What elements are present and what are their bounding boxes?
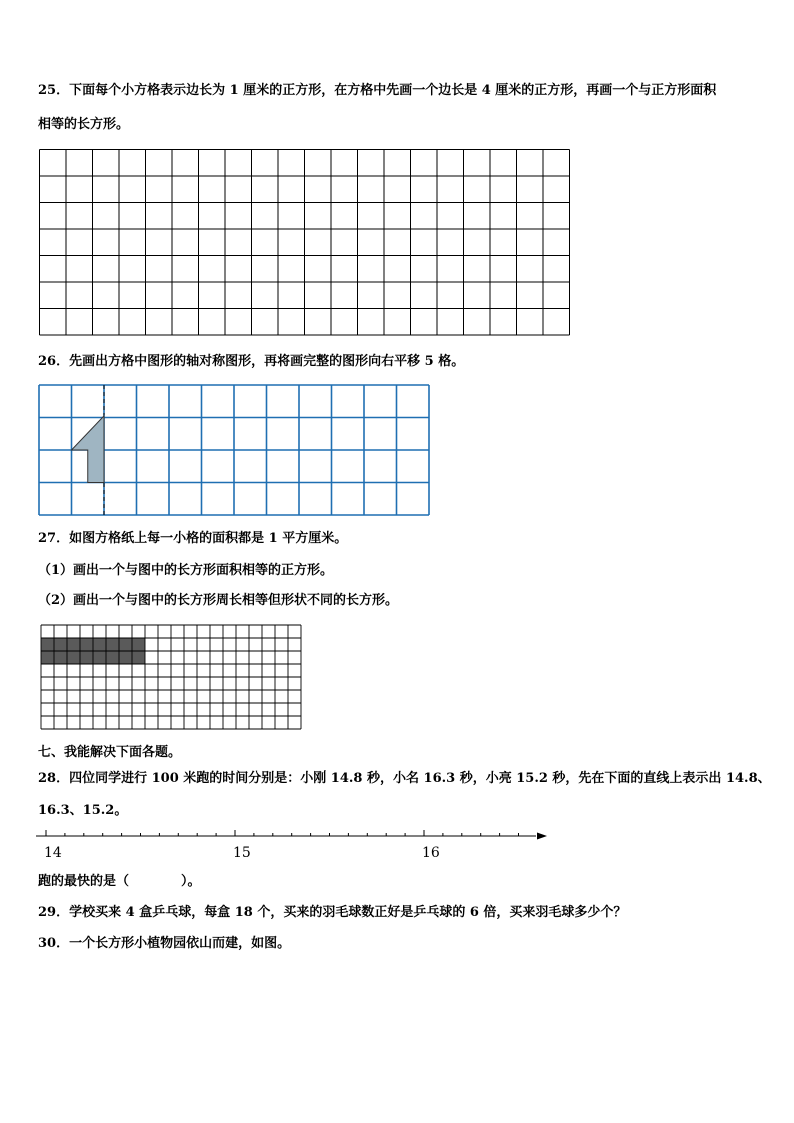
q28-answer-line: 跑的最快的是（ ）。 [38, 874, 201, 889]
half-figure-shape [72, 416, 105, 483]
q25-text-line1: 25．下面每个小方格表示边长为 1 厘米的正方形，在方格中先画一个边长是 4 厘米的正方形，再画一个与正方形面积 [38, 83, 717, 98]
q29-text: 29．学校买来 4 盒乒乓球，每盒 18 个，买来的羽毛球数正好是乒乓球的 6 倍，买来羽毛球多少个？ [38, 905, 627, 920]
number-line-label-14: 14 [44, 845, 62, 861]
section7-heading: 七、我能解决下面各题。 [38, 745, 182, 760]
q30-text: 30．一个长方形小植物园依山而建，如图。 [38, 936, 291, 951]
q25-square-grid [39, 149, 572, 336]
q27-square-grid [40, 623, 304, 733]
q28-text-line1: 28．四位同学进行 100 米跑的时间分别是：小刚 14.8 秒，小名 16.3 秒，小亮 15.2 秒，先在下面的直线上表示出 14.8、 [38, 771, 771, 786]
number-line-arrow [537, 833, 547, 840]
q27-text: 27．如图方格纸上每一小格的面积都是 1 平方厘米。 [38, 531, 348, 546]
q27-sub2: （2）画出一个与图中的长方形周长相等但形状不同的长方形。 [38, 593, 399, 608]
q27-sub1: （1）画出一个与图中的长方形面积相等的正方形。 [38, 563, 334, 578]
q28-number-line [36, 828, 548, 844]
q26-text: 26．先画出方格中图形的轴对称图形，再将画完整的图形向右平移 5 格。 [38, 354, 465, 369]
number-line-label-16: 16 [422, 845, 440, 861]
q25-text-line2: 相等的长方形。 [38, 117, 130, 132]
q26-symmetry-grid [38, 384, 432, 517]
number-line-label-15: 15 [233, 845, 251, 861]
q28-text-line2: 16.3、15.2。 [38, 803, 128, 818]
